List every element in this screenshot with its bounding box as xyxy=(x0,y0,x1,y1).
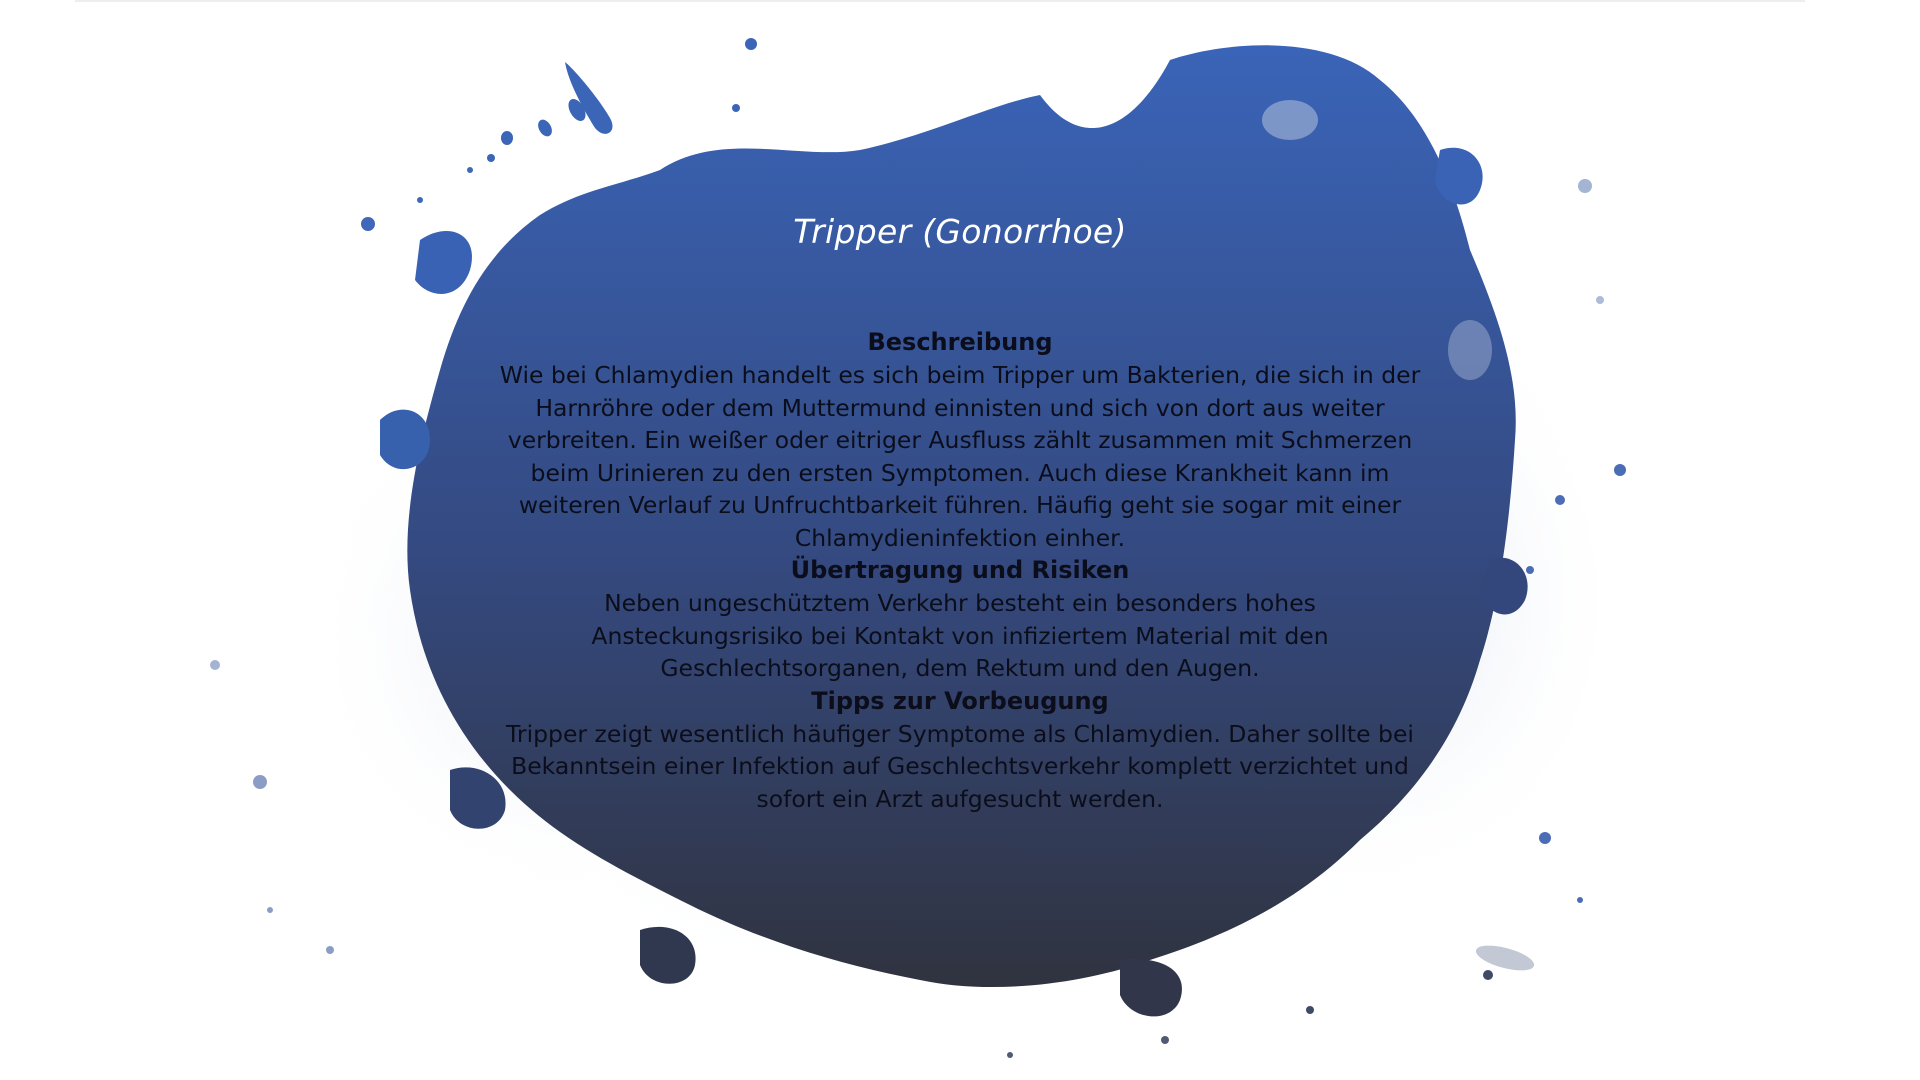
section-text-beschreibung: Wie bei Chlamydien handelt es sich beim Tripper um Bakterien, die sich in der Harnröhre oder dem Muttermund einnisten und sich von dort aus weiter verbreiten. Ein weißer oder eitriger Ausfluss zählt zusammen mit Schmerzen beim Urinieren zu den ersten Symptomen. Auch diese Krankheit kann im weiteren Verlauf zu Unfruchtbarkeit führen. Häufig geht sie sogar mit einer Chlamydieninfektion einher. xyxy=(499,361,1421,552)
slide-content xyxy=(480,326,1440,815)
section-heading-uebertragung: Übertragung und Risiken xyxy=(790,556,1130,584)
section-heading-beschreibung: Beschreibung xyxy=(867,328,1053,356)
section-text-vorbeugung: Tripper zeigt wesentlich häufiger Symptome als Chlamydien. Daher sollte bei Bekanntsein einer Infektion auf Geschlechtsverkehr komplett verzichtet und sofort ein Arzt aufgesucht werden. xyxy=(506,719,1414,813)
section-text-uebertragung: Neben ungeschütztem Verkehr besteht ein besonders hohes Ansteckungsrisiko bei Kontakt von infiziertem Material mit den Geschlechtsorganen, dem Rektum und den Augen. xyxy=(591,589,1329,682)
section-heading-vorbeugung: Tipps zur Vorbeugung xyxy=(811,686,1109,715)
slide-title: Tripper (Gonorrhoe) xyxy=(793,212,1127,251)
